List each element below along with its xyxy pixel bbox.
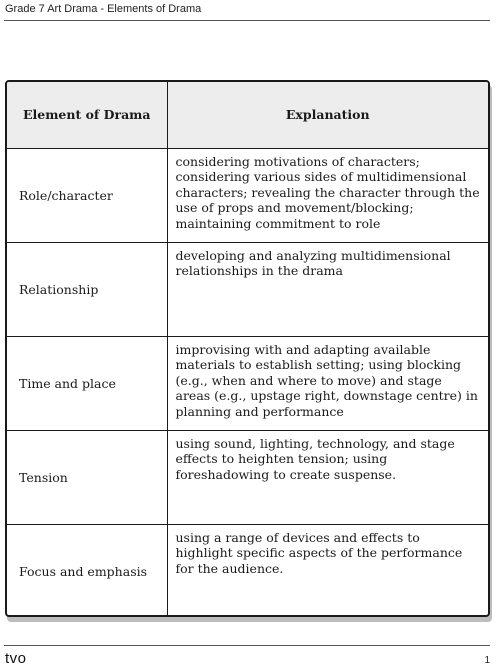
column-header-explanation: Explanation: [167, 82, 488, 148]
explanation-cell: considering motivations of characters; considering various sides of multidimensional characters; revealing the character through the use of props and movement/blocking; maintaining commitment to role: [167, 148, 488, 242]
table-row: [7, 430, 488, 524]
element-cell: Tension: [7, 430, 167, 524]
footer-divider: [4, 645, 490, 646]
table-header-row: [7, 82, 488, 148]
document-title: Grade 7 Art Drama - Elements of Drama: [5, 3, 202, 15]
elements-table: [5, 80, 490, 617]
element-cell: Relationship: [7, 242, 167, 336]
header-divider: [4, 20, 490, 21]
element-cell: Focus and emphasis: [7, 524, 167, 617]
explanation-cell: improvising with and adapting available materials to establish setting; using blocking (e.g., when and where to move) and stage areas (e.g., upstage right, downstage centre) in planning and performance: [167, 336, 488, 430]
table-row: [7, 148, 488, 242]
element-cell: Role/character: [7, 148, 167, 242]
explanation-cell: using a range of devices and effects to highlight specific aspects of the performance for the audience.: [167, 524, 488, 617]
table-row: [7, 242, 488, 336]
column-header-element: Element of Drama: [7, 82, 167, 148]
tvo-logo: tvo: [5, 650, 27, 667]
explanation-cell: using sound, lighting, technology, and stage effects to heighten tension; using foreshadowing to create suspense.: [167, 430, 488, 524]
table-row: [7, 524, 488, 617]
table-row: [7, 336, 488, 430]
element-cell: Time and place: [7, 336, 167, 430]
explanation-cell: developing and analyzing multidimensional relationships in the drama: [167, 242, 488, 336]
page-number: 1: [484, 655, 490, 666]
